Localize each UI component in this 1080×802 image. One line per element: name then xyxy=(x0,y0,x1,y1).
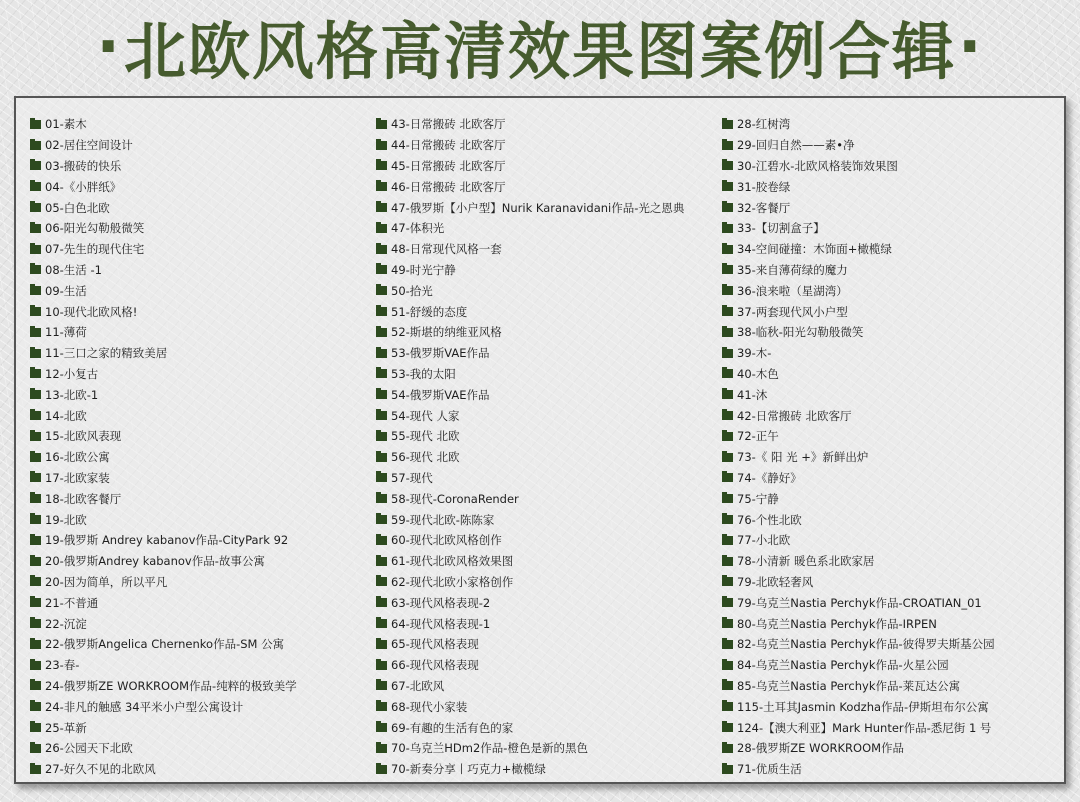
folder-icon xyxy=(722,473,733,482)
folder-label: 54-现代 人家 xyxy=(391,408,460,423)
folder-icon xyxy=(30,494,41,503)
folder-item[interactable] xyxy=(376,696,718,717)
title-text: 北欧风格高清效果图案例合辑 xyxy=(123,14,956,88)
folder-icon xyxy=(722,307,733,316)
folder-icon xyxy=(30,702,41,711)
folder-icon xyxy=(376,265,387,274)
folder-icon xyxy=(376,577,387,586)
folder-item[interactable] xyxy=(722,364,1058,385)
folder-item[interactable] xyxy=(722,551,1058,572)
folder-label: 12-小复古 xyxy=(45,366,99,381)
folder-item[interactable] xyxy=(30,468,370,489)
folder-label: 72-正午 xyxy=(737,429,779,444)
folder-icon xyxy=(376,141,387,150)
folder-label: 42-日常搬砖 北欧客厅 xyxy=(737,408,852,423)
folder-item[interactable] xyxy=(376,364,718,385)
folder-icon xyxy=(30,182,41,191)
folder-item[interactable] xyxy=(722,135,1058,156)
folder-item[interactable] xyxy=(30,135,370,156)
folder-icon xyxy=(722,536,733,545)
folder-label: 70-乌克兰HDm2作品-橙色是新的黑色 xyxy=(391,741,588,756)
folder-item[interactable] xyxy=(30,114,370,135)
folder-icon xyxy=(376,681,387,690)
folder-icon xyxy=(376,702,387,711)
folder-label: 33-【切割盒子】 xyxy=(737,221,825,236)
folder-icon xyxy=(376,619,387,628)
folder-item[interactable] xyxy=(376,301,718,322)
folder-item[interactable] xyxy=(30,613,370,634)
folder-label: 51-舒缓的态度 xyxy=(391,304,468,319)
folder-label: 24-俄罗斯ZE WORKROOM作品-纯粹的极致美学 xyxy=(45,678,297,693)
folder-icon xyxy=(722,640,733,649)
folder-icon xyxy=(30,765,41,774)
folder-label: 03-搬砖的快乐 xyxy=(45,158,122,173)
folder-item[interactable] xyxy=(376,176,718,197)
folder-item[interactable] xyxy=(30,176,370,197)
folder-label: 31-胶卷绿 xyxy=(737,179,791,194)
folder-icon xyxy=(30,120,41,129)
folder-item[interactable] xyxy=(30,260,370,281)
folder-label: 65-现代风格表现 xyxy=(391,637,479,652)
folder-item[interactable] xyxy=(30,239,370,260)
folder-label: 02-居住空间设计 xyxy=(45,138,133,153)
folder-item[interactable] xyxy=(376,676,718,697)
folder-icon xyxy=(30,224,41,233)
folder-label: 60-现代北欧风格创作 xyxy=(391,533,502,548)
folder-icon xyxy=(376,536,387,545)
folder-item[interactable] xyxy=(722,676,1058,697)
folder-item[interactable] xyxy=(722,197,1058,218)
folder-label: 55-现代 北欧 xyxy=(391,429,460,444)
folder-label: 25-革新 xyxy=(45,720,87,735)
folder-icon xyxy=(30,557,41,566)
folder-label: 79-北欧轻奢风 xyxy=(737,574,814,589)
folder-label: 20-因为简单，所以平凡 xyxy=(45,574,168,589)
folder-item[interactable] xyxy=(722,655,1058,676)
folder-icon xyxy=(376,328,387,337)
folder-item[interactable] xyxy=(722,738,1058,759)
folder-label: 28-红树湾 xyxy=(737,117,791,132)
folder-item[interactable] xyxy=(30,280,370,301)
folder-item[interactable] xyxy=(722,426,1058,447)
folder-icon xyxy=(30,432,41,441)
folder-icon xyxy=(722,369,733,378)
folder-label: 80-乌克兰Nastia Perchyk作品-IRPEN xyxy=(737,616,937,631)
folder-item[interactable] xyxy=(30,364,370,385)
folder-label: 19-北欧 xyxy=(45,512,87,527)
folder-label: 20-俄罗斯Andrey kabanov作品-故事公寓 xyxy=(45,554,265,569)
folder-icon xyxy=(722,598,733,607)
folder-label: 17-北欧家装 xyxy=(45,470,110,485)
folder-icon xyxy=(376,369,387,378)
folder-label: 19-俄罗斯 Andrey kabanov作品-CityPark 92 xyxy=(45,533,289,548)
folder-item[interactable] xyxy=(30,488,370,509)
folder-label: 53-俄罗斯VAE作品 xyxy=(391,346,490,361)
folder-label: 52-斯堪的纳维亚风格 xyxy=(391,325,502,340)
folder-label: 77-小北欧 xyxy=(737,533,791,548)
folder-icon xyxy=(722,744,733,753)
folder-icon xyxy=(30,161,41,170)
folder-item[interactable] xyxy=(30,343,370,364)
folder-icon xyxy=(376,286,387,295)
folder-icon xyxy=(376,494,387,503)
page-title xyxy=(0,4,1080,88)
folder-item[interactable] xyxy=(376,717,718,738)
folder-icon xyxy=(30,286,41,295)
folder-label: 11-三口之家的精致美居 xyxy=(45,346,168,361)
folder-item[interactable] xyxy=(722,488,1058,509)
folder-label: 84-乌克兰Nastia Perchyk作品-火星公园 xyxy=(737,658,949,673)
folder-icon xyxy=(30,203,41,212)
folder-icon xyxy=(722,661,733,670)
folder-icon xyxy=(376,432,387,441)
folder-item[interactable] xyxy=(376,530,718,551)
folder-item[interactable] xyxy=(722,156,1058,177)
folder-icon xyxy=(376,515,387,524)
folder-item[interactable] xyxy=(722,592,1058,613)
folder-list-panel xyxy=(14,96,1066,784)
folder-icon xyxy=(30,723,41,732)
folder-item[interactable] xyxy=(722,218,1058,239)
folder-item[interactable] xyxy=(30,676,370,697)
folder-label: 61-现代北欧风格效果图 xyxy=(391,554,514,569)
folder-label: 28-俄罗斯ZE WORKROOM作品 xyxy=(737,741,905,756)
folder-item[interactable] xyxy=(30,447,370,468)
folder-label: 38-临秋-阳光勾勒般微笑 xyxy=(737,325,864,340)
folder-item[interactable] xyxy=(722,405,1058,426)
folder-item[interactable] xyxy=(376,114,718,135)
folder-item[interactable] xyxy=(30,759,370,780)
folder-label: 85-乌克兰Nastia Perchyk作品-莱瓦达公寓 xyxy=(737,678,961,693)
folder-item[interactable] xyxy=(30,197,370,218)
folder-icon xyxy=(30,141,41,150)
folder-label: 124-【澳大利亚】Mark Hunter作品-悉尼街 1 号 xyxy=(737,720,992,735)
folder-icon xyxy=(30,453,41,462)
folder-icon xyxy=(722,286,733,295)
folder-item[interactable] xyxy=(30,738,370,759)
folder-item[interactable] xyxy=(722,384,1058,405)
folder-icon xyxy=(30,349,41,358)
folder-icon xyxy=(722,494,733,503)
folder-label: 22-俄罗斯Angelica Chernenko作品-SM 公寓 xyxy=(45,637,285,652)
folder-label: 35-来自薄荷绿的魔力 xyxy=(737,262,848,277)
folder-item[interactable] xyxy=(376,322,718,343)
folder-icon xyxy=(722,265,733,274)
folder-label: 24-非凡的触感 34平米小户型公寓设计 xyxy=(45,699,244,714)
folder-label: 66-现代风格表现 xyxy=(391,658,479,673)
folder-icon xyxy=(722,515,733,524)
folder-label: 22-沉淀 xyxy=(45,616,87,631)
folder-icon xyxy=(30,245,41,254)
folder-item[interactable] xyxy=(722,759,1058,780)
folder-label: 53-我的太阳 xyxy=(391,366,456,381)
folder-column-2 xyxy=(376,114,718,780)
folder-icon xyxy=(30,390,41,399)
folder-label: 16-北欧公寓 xyxy=(45,450,110,465)
folder-item[interactable] xyxy=(722,114,1058,135)
folder-item[interactable] xyxy=(376,280,718,301)
folder-label: 09-生活 xyxy=(45,283,87,298)
folder-label: 69-有趣的生活有色的家 xyxy=(391,720,514,735)
folder-label: 49-时光宁静 xyxy=(391,262,456,277)
folder-label: 21-不普通 xyxy=(45,595,99,610)
folder-label: 71-优质生活 xyxy=(737,762,802,777)
folder-icon xyxy=(722,432,733,441)
folder-item[interactable] xyxy=(376,156,718,177)
folder-item[interactable] xyxy=(376,738,718,759)
folder-item[interactable] xyxy=(722,530,1058,551)
folder-label: 63-现代风格表现-2 xyxy=(391,595,491,610)
folder-item[interactable] xyxy=(30,634,370,655)
folder-item[interactable] xyxy=(722,322,1058,343)
folder-label: 47-体积光 xyxy=(391,221,445,236)
folder-label: 39-木- xyxy=(737,346,772,361)
folder-column-1 xyxy=(30,114,370,780)
folder-item[interactable] xyxy=(30,426,370,447)
folder-icon xyxy=(30,473,41,482)
folder-label: 30-江碧水-北欧风格装饰效果图 xyxy=(737,158,898,173)
folder-label: 04-《小胖纸》 xyxy=(45,179,122,194)
folder-item[interactable] xyxy=(30,551,370,572)
folder-label: 01-素木 xyxy=(45,117,87,132)
folder-icon xyxy=(30,307,41,316)
folder-item[interactable] xyxy=(722,509,1058,530)
folder-label: 26-公园天下北欧 xyxy=(45,741,133,756)
folder-label: 54-俄罗斯VAE作品 xyxy=(391,387,490,402)
folder-label: 78-小清新 暖色系北欧家居 xyxy=(737,554,875,569)
folder-label: 18-北欧客餐厅 xyxy=(45,491,122,506)
folder-item[interactable] xyxy=(376,551,718,572)
folder-icon xyxy=(722,182,733,191)
folder-item[interactable] xyxy=(722,717,1058,738)
folder-label: 43-日常搬砖 北欧客厅 xyxy=(391,117,506,132)
folder-icon xyxy=(376,349,387,358)
folder-icon xyxy=(722,702,733,711)
folder-item[interactable] xyxy=(722,301,1058,322)
folder-icon xyxy=(376,224,387,233)
folder-item[interactable] xyxy=(722,239,1058,260)
folder-icon xyxy=(30,536,41,545)
folder-label: 57-现代 xyxy=(391,470,433,485)
folder-item[interactable] xyxy=(30,301,370,322)
folder-icon xyxy=(376,744,387,753)
folder-icon xyxy=(722,141,733,150)
folder-label: 08-生活 -1 xyxy=(45,262,102,277)
folder-icon xyxy=(376,723,387,732)
folder-icon xyxy=(30,369,41,378)
folder-icon xyxy=(376,411,387,420)
folder-item[interactable] xyxy=(376,343,718,364)
folder-icon xyxy=(30,661,41,670)
folder-label: 64-现代风格表现-1 xyxy=(391,616,491,631)
folder-item[interactable] xyxy=(30,592,370,613)
folder-icon xyxy=(722,723,733,732)
folder-label: 41-沐 xyxy=(737,387,768,402)
folder-item[interactable] xyxy=(376,613,718,634)
folder-item[interactable] xyxy=(30,655,370,676)
folder-label: 40-木色 xyxy=(737,366,779,381)
folder-icon xyxy=(376,473,387,482)
folder-item[interactable] xyxy=(376,655,718,676)
title-dot-left: · xyxy=(96,9,122,83)
folder-column-3 xyxy=(722,114,1058,780)
folder-icon xyxy=(376,390,387,399)
folder-icon xyxy=(722,619,733,628)
folder-label: 11-薄荷 xyxy=(45,325,87,340)
folder-icon xyxy=(376,245,387,254)
folder-label: 62-现代北欧小家格创作 xyxy=(391,574,514,589)
folder-item[interactable] xyxy=(376,260,718,281)
folder-icon xyxy=(722,390,733,399)
folder-icon xyxy=(722,328,733,337)
folder-icon xyxy=(30,411,41,420)
folder-item[interactable] xyxy=(376,634,718,655)
folder-icon xyxy=(722,765,733,774)
folder-icon xyxy=(376,640,387,649)
folder-item[interactable] xyxy=(376,405,718,426)
folder-item[interactable] xyxy=(722,613,1058,634)
folder-label: 05-白色北欧 xyxy=(45,200,110,215)
folder-item[interactable] xyxy=(376,239,718,260)
folder-icon xyxy=(722,224,733,233)
folder-icon xyxy=(376,203,387,212)
folder-label: 23-春- xyxy=(45,658,80,673)
folder-label: 50-拾光 xyxy=(391,283,433,298)
folder-icon xyxy=(722,681,733,690)
folder-label: 46-日常搬砖 北欧客厅 xyxy=(391,179,506,194)
folder-icon xyxy=(722,120,733,129)
folder-item[interactable] xyxy=(722,468,1058,489)
folder-icon xyxy=(376,661,387,670)
folder-label: 15-北欧风表现 xyxy=(45,429,122,444)
folder-item[interactable] xyxy=(30,156,370,177)
folder-label: 82-乌克兰Nastia Perchyk作品-彼得罗夫斯基公园 xyxy=(737,637,995,652)
folder-label: 14-北欧 xyxy=(45,408,87,423)
folder-label: 10-现代北欧风格! xyxy=(45,304,138,319)
folder-item[interactable] xyxy=(30,405,370,426)
folder-item[interactable] xyxy=(722,447,1058,468)
folder-icon xyxy=(30,577,41,586)
folder-icon xyxy=(722,411,733,420)
folder-label: 27-好久不见的北欧风 xyxy=(45,762,156,777)
folder-icon xyxy=(376,598,387,607)
folder-label: 58-现代-CoronaRender xyxy=(391,491,519,506)
folder-item[interactable] xyxy=(30,696,370,717)
folder-item[interactable] xyxy=(722,260,1058,281)
folder-item[interactable] xyxy=(722,176,1058,197)
folder-label: 59-现代北欧-陈陈家 xyxy=(391,512,495,527)
folder-icon xyxy=(722,245,733,254)
folder-item[interactable] xyxy=(30,218,370,239)
folder-label: 75-宁静 xyxy=(737,491,779,506)
folder-item[interactable] xyxy=(376,509,718,530)
folder-label: 29-回归自然——素•净 xyxy=(737,138,855,153)
folder-label: 36-浪来啦（星湖湾） xyxy=(737,283,848,298)
folder-icon xyxy=(376,307,387,316)
folder-item[interactable] xyxy=(30,384,370,405)
folder-icon xyxy=(722,453,733,462)
folder-icon xyxy=(376,557,387,566)
folder-icon xyxy=(722,203,733,212)
folder-icon xyxy=(30,515,41,524)
folder-icon xyxy=(30,640,41,649)
folder-icon xyxy=(722,577,733,586)
folder-label: 06-阳光勾勒般微笑 xyxy=(45,221,145,236)
folder-icon xyxy=(30,265,41,274)
folder-item[interactable] xyxy=(376,447,718,468)
folder-label: 48-日常现代风格一套 xyxy=(391,242,502,257)
folder-label: 115-土耳其Jasmin Kodzha作品-伊斯坦布尔公寓 xyxy=(737,699,989,714)
folder-icon xyxy=(30,619,41,628)
folder-item[interactable] xyxy=(30,572,370,593)
folder-item[interactable] xyxy=(376,426,718,447)
folder-icon xyxy=(376,161,387,170)
folder-label: 13-北欧-1 xyxy=(45,387,99,402)
folder-icon xyxy=(376,120,387,129)
folder-item[interactable] xyxy=(30,530,370,551)
folder-item[interactable] xyxy=(376,468,718,489)
folder-item[interactable] xyxy=(30,322,370,343)
folder-icon xyxy=(722,557,733,566)
title-dot-right: · xyxy=(958,9,984,83)
folder-item[interactable] xyxy=(30,509,370,530)
folder-icon xyxy=(376,453,387,462)
folder-icon xyxy=(376,765,387,774)
folder-icon xyxy=(722,161,733,170)
folder-icon xyxy=(30,744,41,753)
folder-label: 73-《 阳 光 +》新鲜出炉 xyxy=(737,450,869,465)
folder-item[interactable] xyxy=(722,343,1058,364)
folder-item[interactable] xyxy=(376,759,718,780)
folder-label: 47-俄罗斯【小户型】Nurik Karanavidani作品-光之恩典 xyxy=(391,200,685,215)
folder-item[interactable] xyxy=(722,572,1058,593)
folder-icon xyxy=(376,182,387,191)
folder-item[interactable] xyxy=(376,488,718,509)
folder-label: 74-《静好》 xyxy=(737,470,802,485)
folder-icon xyxy=(30,598,41,607)
folder-item[interactable] xyxy=(30,717,370,738)
folder-icon xyxy=(30,681,41,690)
folder-label: 32-客餐厅 xyxy=(737,200,791,215)
folder-label: 70-新奏分享丨巧克力+橄榄绿 xyxy=(391,762,546,777)
folder-label: 37-两套现代风小户型 xyxy=(737,304,848,319)
folder-label: 79-乌克兰Nastia Perchyk作品-CROATIAN_01 xyxy=(737,595,982,610)
folder-item[interactable] xyxy=(376,197,718,218)
folder-item[interactable] xyxy=(722,696,1058,717)
folder-label: 34-空间碰撞：木饰面+橄榄绿 xyxy=(737,242,892,257)
folder-item[interactable] xyxy=(376,384,718,405)
folder-label: 67-北欧风 xyxy=(391,678,445,693)
folder-item[interactable] xyxy=(722,634,1058,655)
folder-label: 76-个性北欧 xyxy=(737,512,802,527)
folder-label: 07-先生的现代住宅 xyxy=(45,242,145,257)
folder-label: 45-日常搬砖 北欧客厅 xyxy=(391,158,506,173)
folder-icon xyxy=(722,349,733,358)
folder-label: 56-现代 北欧 xyxy=(391,450,460,465)
folder-item[interactable] xyxy=(376,135,718,156)
folder-item[interactable] xyxy=(376,218,718,239)
folder-label: 44-日常搬砖 北欧客厅 xyxy=(391,138,506,153)
folder-icon xyxy=(30,328,41,337)
folder-item[interactable] xyxy=(376,592,718,613)
folder-label: 68-现代小家装 xyxy=(391,699,468,714)
folder-item[interactable] xyxy=(376,572,718,593)
folder-item[interactable] xyxy=(722,280,1058,301)
